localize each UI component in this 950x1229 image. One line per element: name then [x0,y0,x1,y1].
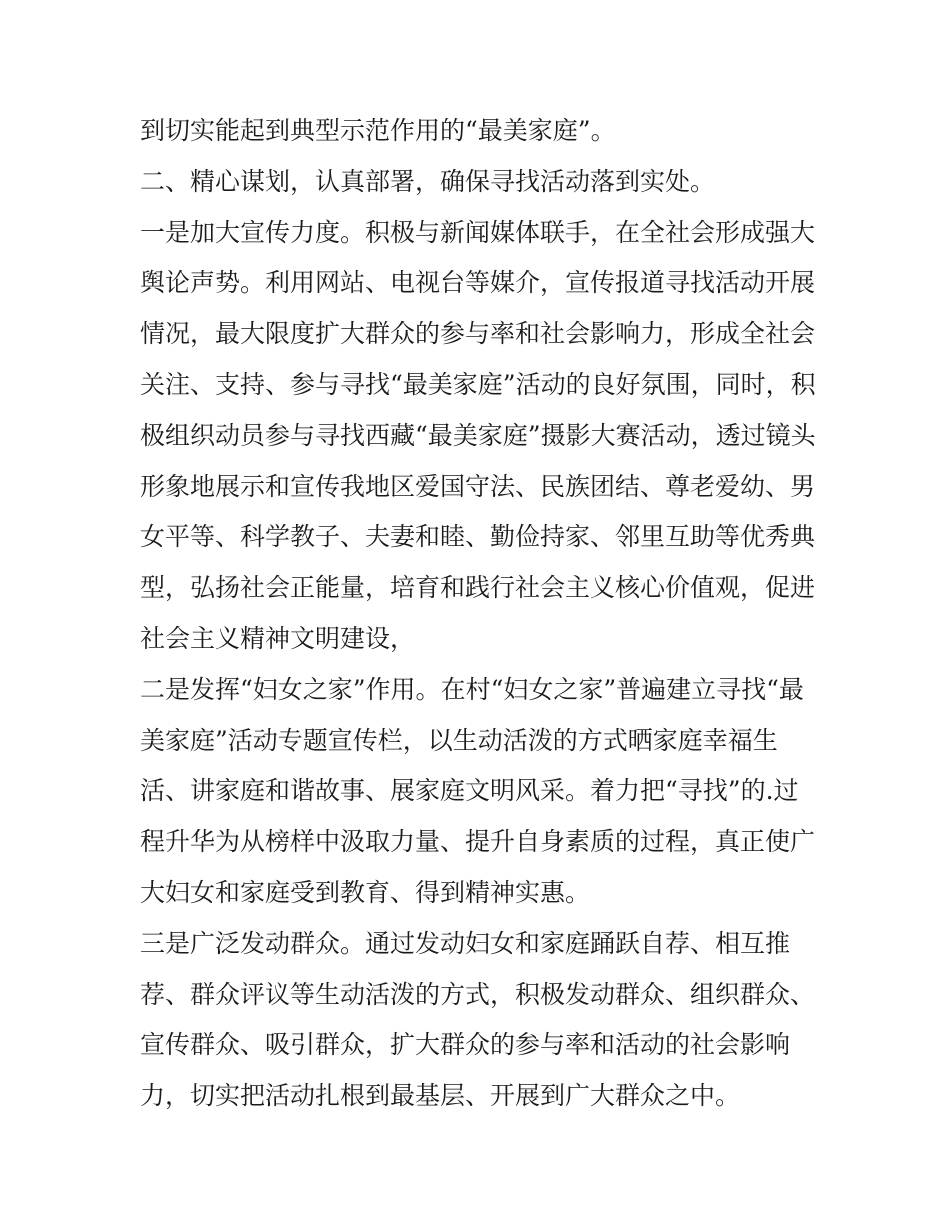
text-line: 程升华为从榜样中汲取力量、提升自身素质的过程，真正使广 [140,827,816,857]
text-line: 宣传群众、吸引群众，扩大群众的参与率和活动的社会影响 [140,1030,791,1060]
text-line: 关注、支持、参与寻找“最美家庭”活动的良好氛围，同时，积 [140,369,816,399]
text-line: 舆论声势。利用网站、电视台等媒介，宣传报道寻找活动开展 [140,268,816,298]
text-line: 一是加大宣传力度。积极与新闻媒体联手，在全社会形成强大 [140,217,816,247]
text-line: 三是广泛发动群众。通过发动妇女和家庭踊跃自荐、相互推 [140,928,791,958]
text-line: 活、讲家庭和谐故事、展家庭文明风采。着力把“寻找”的.过 [140,776,799,806]
text-line: 型，弘扬社会正能量，培育和践行社会主义核心价值观，促进 [140,573,816,603]
text-line: 形象地展示和宣传我地区爱国守法、民族团结、尊老爱幼、男 [140,471,816,501]
text-line: 到切实能起到典型示范作用的“最美家庭”。 [140,116,616,145]
text-line: 大妇女和家庭受到教育、得到精神实惠。 [140,877,591,907]
text-line: 极组织动员参与寻找西藏“最美家庭”摄影大赛活动，透过镜头 [140,420,816,450]
section-heading: 二、精心谋划，认真部署，确保寻找活动落到实处。 [140,166,716,196]
document-body [140,106,820,1122]
text-line: 荐、群众评议等生动活泼的方式，积极发动群众、组织群众、 [140,979,816,1009]
text-line: 美家庭”活动专题宣传栏，以生动活泼的方式晒家庭幸福生 [140,725,778,755]
text-line: 情况，最大限度扩大群众的参与率和社会影响力，形成全社会 [140,319,816,349]
text-line: 二是发挥“妇女之家”作用。在村“妇女之家”普遍建立寻找“最 [140,674,804,704]
text-line: 社会主义精神文明建设， [140,623,416,653]
text-line: 力，切实把活动扎根到最基层、开展到广大群众之中。 [140,1081,741,1111]
text-line: 女平等、科学教子、夫妻和睦、勤俭持家、邻里互助等优秀典 [140,522,816,552]
